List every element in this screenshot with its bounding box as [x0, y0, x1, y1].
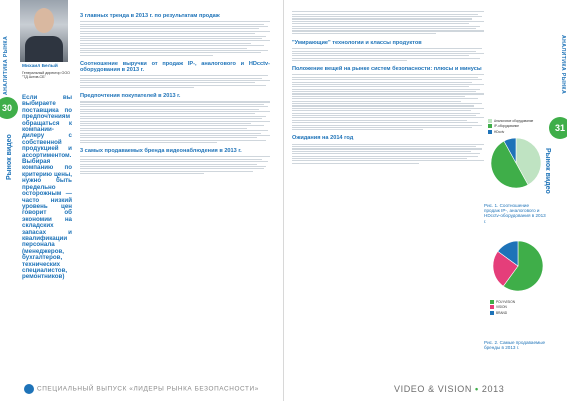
left-page [0, 0, 283, 401]
right-main-col [292, 10, 484, 165]
body-text-block [80, 156, 270, 174]
portrait-body [25, 36, 63, 62]
fig1-legend [488, 119, 544, 133]
legend-item [490, 311, 546, 315]
figure-2 [490, 238, 546, 318]
fig2-legend [490, 300, 546, 314]
section-title-revenue-ratio: Соотношение выручки от продаж IP-, аналогового и HDcctv-оборудования в 2013 г. [80, 60, 270, 73]
legend-swatch [490, 300, 494, 304]
publisher-logo-icon [24, 384, 34, 394]
section-title-market-state: Положение вещей на рынке систем безопасности: плюсы и минусы [292, 66, 482, 73]
legend-label: BRAND [496, 310, 508, 315]
magazine-name: VIDEO & VISION [394, 384, 472, 394]
section-title-expectations: Ожидания на 2014 год [292, 135, 354, 142]
page-number-right: 31 [549, 117, 567, 139]
left-footer [24, 384, 259, 394]
left-pullquote-col [22, 92, 72, 284]
legend-swatch [490, 311, 494, 315]
body-text-block [292, 74, 484, 130]
section-title-trends: 3 главных тренда в 2013 г. по результатам продаж [80, 13, 220, 19]
fig1-caption: Рис. 1. Соотношение продаж IP-, аналогового и HDcctv-оборудования в 2013 г. [484, 203, 546, 224]
author-role: Генеральный директор ООО "ТД Актив-СБ" [22, 71, 70, 80]
legend-label: Аналоговое оборудование [494, 119, 534, 124]
body-text-block [292, 144, 484, 164]
section-title-top-brands: 3 самых продаваемых бренда видеонаблюдения в 2013 г. [80, 148, 242, 155]
author-portrait [20, 0, 68, 62]
left-side-label: АНАЛИТИКА РЫНКА [3, 35, 9, 95]
page-number-left: 30 [0, 97, 18, 119]
legend-label: VISION [496, 305, 507, 310]
right-side-label: АНАЛИТИКА РЫНКА [559, 35, 566, 95]
legend-item [488, 124, 544, 128]
legend-label: HDcctv [494, 129, 505, 134]
legend-swatch [488, 119, 492, 123]
legend-swatch [488, 130, 492, 134]
footer-dot: • [475, 384, 479, 394]
section-title-customer-preferences: Предпочтения покупателей в 2013 г. [80, 93, 181, 100]
right-rubric: Рынок видео [544, 148, 552, 194]
footer-text: СПЕЦИАЛЬНЫЙ ВЫПУСК «ЛИДЕРЫ РЫНКА БЕЗОПАСНОСТИ» [37, 385, 259, 393]
legend-item [490, 300, 546, 304]
body-text-block [80, 75, 270, 88]
fig1-pie [488, 135, 544, 191]
left-rubric: Рынок видео [6, 134, 13, 180]
section-title-dying-tech: "Умирающие" технологии и классы продуктов [292, 39, 422, 46]
legend-label: IP-оборудование [494, 124, 520, 129]
body-text-block [80, 101, 270, 143]
portrait-head [34, 8, 54, 33]
right-sidebar-strip [544, 0, 567, 401]
right-footer [394, 384, 504, 394]
legend-swatch [488, 124, 492, 128]
body-text-block [292, 11, 484, 34]
legend-item [488, 130, 544, 134]
pullquote: Если вы выбираете поставщика по предпочтениям обращаться к компании-дилеру с собственной продукцией и ассортиментом. Выбирая компанию по критерию цены, нужно быть предельно осторожным — часто низкий уровень цен говорит об экономии на складских запасах и квалификации персонала (менеджеров, бухгалтеров, технических специалистов, ремонтников) [22, 94, 72, 281]
author-name: Михаил Белый [22, 64, 58, 69]
left-sidebar-strip [0, 0, 20, 401]
legend-label: POLYVISION [496, 300, 516, 305]
fig2-caption: Рис. 2. Самые продаваемые бренды в 2013 г. [484, 340, 546, 351]
footer-year: 2013 [481, 384, 505, 394]
legend-swatch [490, 305, 494, 309]
legend-item [490, 305, 546, 309]
figure-1 [488, 118, 544, 198]
fig2-pie [490, 238, 546, 294]
legend-item [488, 119, 544, 123]
left-main-col [80, 10, 270, 175]
body-text-block [292, 48, 484, 61]
right-page [284, 0, 567, 401]
body-text-block [80, 21, 270, 56]
